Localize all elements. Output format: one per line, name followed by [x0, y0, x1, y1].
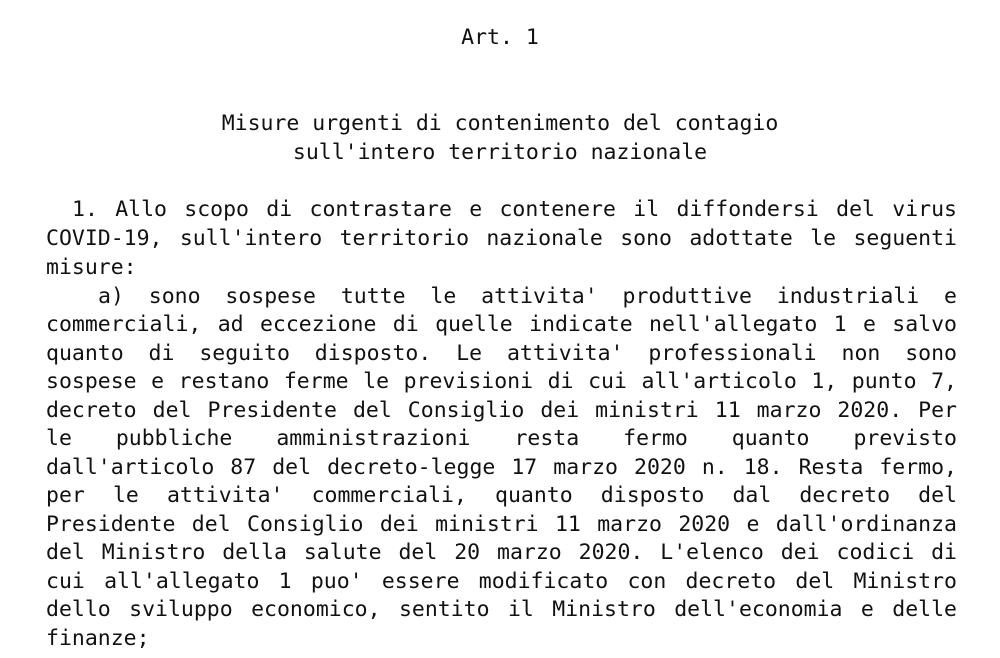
list-item-line: sospese e restano ferme le previsioni di cui all'articolo 1, punto 7,: [46, 369, 957, 394]
list-item-line: cui all'allegato 1 puo' essere modificato con decreto del Ministro: [46, 569, 957, 594]
article-number: Art. 1: [461, 25, 539, 50]
article-heading-line: sull'intero territorio nazionale: [292, 140, 708, 165]
list-item-line: per le attivita' commerciali, quanto disposto dal decreto del: [46, 483, 957, 508]
list-item-line: Presidente del Consiglio dei ministri 11 marzo 2020 e dall'ordinanza: [46, 512, 957, 537]
list-item-line: del Ministro della salute del 20 marzo 2020. L'elenco dei codici di: [46, 540, 957, 565]
list-item-line: commerciali, ad eccezione di quelle indicate nell'allegato 1 e salvo: [46, 312, 957, 337]
paragraph-line: misure:: [46, 255, 137, 280]
paragraph-line: COVID-19, sull'intero territorio nazionale sono adottate le seguenti: [46, 226, 957, 251]
list-item-line: dall'articolo 87 del decreto-legge 17 marzo 2020 n. 18. Resta fermo,: [46, 455, 957, 480]
list-item-line: decreto del Presidente del Consiglio dei ministri 11 marzo 2020. Per: [46, 398, 957, 423]
list-item-line: quanto di seguito disposto. Le attivita' professionali non sono: [46, 341, 957, 366]
list-item-line: finanze;: [46, 626, 150, 651]
article-heading-line: Misure urgenti di contenimento del contagio: [221, 111, 779, 136]
list-item-line: a) sono sospese tutte le attivita' produttive industriali e: [98, 284, 957, 309]
list-item-line: le pubbliche amministrazioni resta fermo quanto previsto: [46, 426, 957, 451]
paragraph-line: 1. Allo scopo di contrastare e contenere il diffondersi del virus: [72, 197, 957, 222]
list-item-line: dello sviluppo economico, sentito il Ministro dell'economia e delle: [46, 597, 957, 622]
